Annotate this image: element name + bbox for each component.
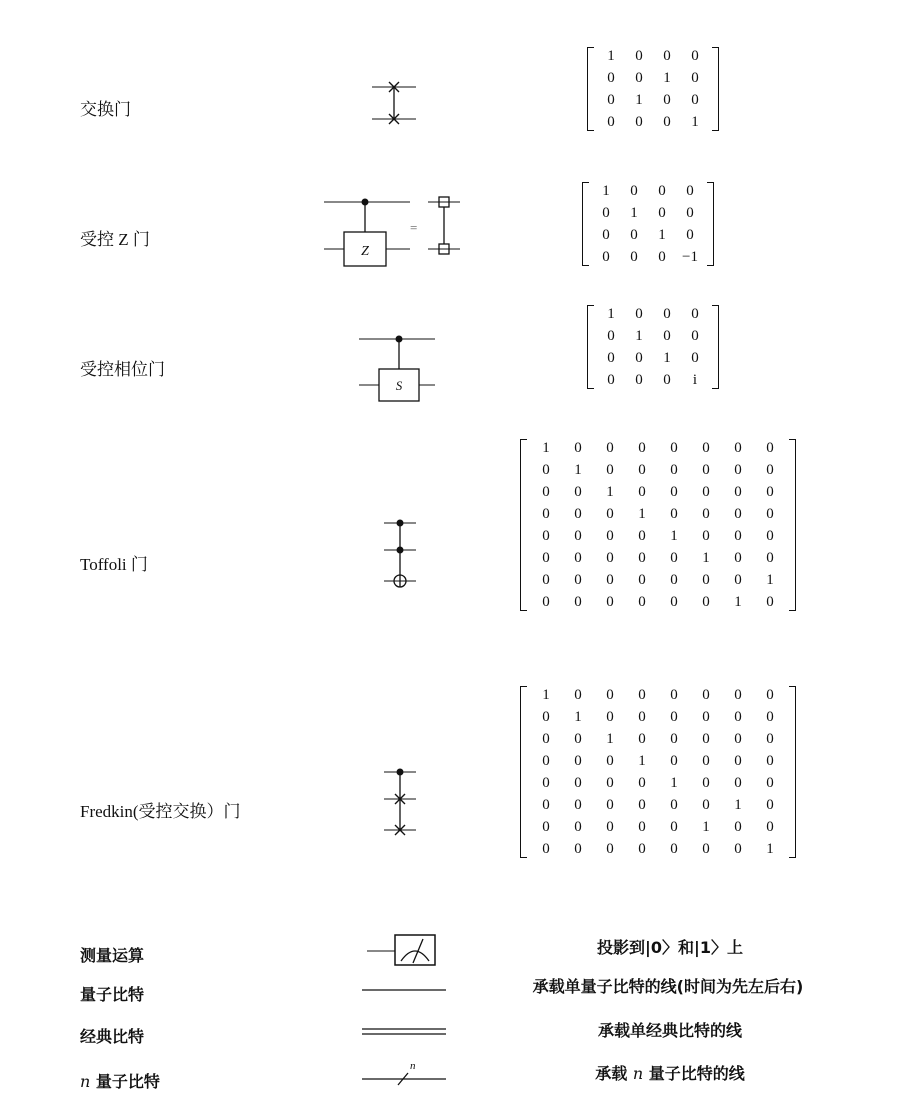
- matrix-cell: 0: [734, 818, 742, 835]
- matrix-cell: 0: [638, 527, 646, 544]
- matrix-cell: 0: [734, 505, 742, 522]
- matrix-row: [597, 111, 709, 133]
- matrix-row: [530, 591, 786, 613]
- matrix-cell: 0: [574, 527, 582, 544]
- matrix-row: [530, 437, 786, 459]
- matrix-cell: 1: [607, 305, 615, 322]
- matrix-row: [530, 459, 786, 481]
- matrix-cell: 1: [658, 226, 666, 243]
- matrix-cell: 1: [606, 730, 614, 747]
- matrix-cell: 1: [670, 774, 678, 791]
- matrix-cell: 0: [607, 113, 615, 130]
- matrix-cell: 0: [663, 327, 671, 344]
- matrix-cell: 0: [658, 204, 666, 221]
- matrix-row: [530, 750, 786, 772]
- matrix-cell: 0: [542, 549, 550, 566]
- matrix-cell: 0: [542, 571, 550, 588]
- matrix-cell: 0: [606, 708, 614, 725]
- matrix-cell: 0: [606, 752, 614, 769]
- matrix-cell: 1: [635, 327, 643, 344]
- matrix-row: [530, 838, 786, 860]
- matrix-cell: 0: [702, 505, 710, 522]
- matrix-cell: 0: [638, 796, 646, 813]
- matrix-cell: 0: [542, 752, 550, 769]
- gate-matrix: [597, 303, 709, 391]
- matrix-cell: 0: [734, 527, 742, 544]
- matrix-cell: 0: [635, 47, 643, 64]
- matrix-cell: 0: [691, 69, 699, 86]
- matrix-cell: 0: [606, 593, 614, 610]
- matrix-cell: 0: [663, 305, 671, 322]
- legend-name: 量子比特: [80, 985, 145, 1004]
- gate-row-controlled-phase: [0, 305, 923, 415]
- matrix-cell: 0: [630, 182, 638, 199]
- gate-row-swap: [0, 47, 923, 160]
- matrix-cell: 0: [702, 708, 710, 725]
- matrix-cell: 1: [691, 113, 699, 130]
- matrix-cell: 0: [766, 527, 774, 544]
- gate-matrix: [597, 45, 709, 133]
- matrix-cell: 1: [734, 796, 742, 813]
- matrix-row: [597, 45, 709, 67]
- matrix-cell: 0: [607, 69, 615, 86]
- matrix-row: [530, 481, 786, 503]
- matrix-cell: 0: [702, 527, 710, 544]
- matrix-cell: 1: [734, 593, 742, 610]
- matrix-cell: 0: [766, 686, 774, 703]
- matrix-cell: 0: [602, 248, 610, 265]
- matrix-cell: 0: [542, 774, 550, 791]
- desc-var: n: [632, 1064, 644, 1083]
- gate-name: 受控相位门: [80, 360, 165, 379]
- matrix-row: [597, 347, 709, 369]
- matrix-cell: 0: [734, 483, 742, 500]
- matrix-cell: 0: [574, 593, 582, 610]
- swap-gate-circuit: [370, 75, 420, 135]
- matrix-cell: 0: [670, 708, 678, 725]
- matrix-cell: 0: [606, 461, 614, 478]
- matrix-cell: 0: [670, 483, 678, 500]
- matrix-cell: 1: [766, 840, 774, 857]
- legend-description: 投影到|0〉和|1〉上: [597, 938, 743, 957]
- matrix-cell: 0: [630, 248, 638, 265]
- matrix-cell: 0: [766, 549, 774, 566]
- matrix-cell: 0: [670, 505, 678, 522]
- matrix-cell: 0: [638, 730, 646, 747]
- classical-wire-icon: [360, 1022, 450, 1042]
- matrix-cell: 0: [607, 91, 615, 108]
- matrix-cell: 0: [691, 349, 699, 366]
- matrix-cell: 0: [766, 708, 774, 725]
- matrix-cell: −1: [682, 248, 698, 265]
- matrix-row: [592, 202, 704, 224]
- matrix-cell: 0: [670, 752, 678, 769]
- matrix-cell: 1: [607, 47, 615, 64]
- matrix-cell: 1: [638, 752, 646, 769]
- matrix-cell: 0: [734, 461, 742, 478]
- matrix-cell: 0: [766, 730, 774, 747]
- matrix-cell: 0: [638, 571, 646, 588]
- matrix-row: [530, 772, 786, 794]
- controlled-phase-circuit: [355, 327, 445, 407]
- matrix-cell: 0: [702, 730, 710, 747]
- matrix-table: [597, 303, 709, 391]
- measurement-meter-icon: [365, 929, 445, 969]
- matrix-cell: 0: [638, 708, 646, 725]
- wire-count-label: n: [410, 1060, 416, 1072]
- legend-description: [480, 1061, 860, 1084]
- matrix-row: [592, 246, 704, 268]
- matrix-cell: 0: [702, 439, 710, 456]
- matrix-cell: 0: [638, 549, 646, 566]
- toffoli-circuit: [380, 515, 420, 595]
- gate-matrix: [592, 180, 704, 268]
- matrix-cell: 0: [574, 840, 582, 857]
- matrix-cell: 0: [574, 549, 582, 566]
- matrix-cell: 0: [766, 461, 774, 478]
- matrix-row: [592, 180, 704, 202]
- matrix-row: [530, 816, 786, 838]
- matrix-cell: 0: [638, 593, 646, 610]
- matrix-table: [597, 45, 709, 133]
- matrix-table: [530, 437, 786, 613]
- n-qubit-wire-icon: [360, 1055, 450, 1089]
- matrix-cell: 0: [670, 796, 678, 813]
- matrix-cell: 0: [734, 708, 742, 725]
- matrix-cell: 0: [702, 571, 710, 588]
- matrix-cell: 0: [607, 371, 615, 388]
- matrix-cell: 1: [630, 204, 638, 221]
- matrix-cell: 1: [574, 461, 582, 478]
- matrix-cell: i: [692, 371, 698, 388]
- matrix-cell: 0: [606, 571, 614, 588]
- matrix-cell: 0: [702, 483, 710, 500]
- matrix-cell: 1: [638, 505, 646, 522]
- gate-name: Fredkin(受控交换）门: [80, 802, 241, 821]
- matrix-cell: 0: [542, 730, 550, 747]
- matrix-cell: 0: [638, 483, 646, 500]
- matrix-cell: 1: [606, 483, 614, 500]
- matrix-cell: 0: [670, 461, 678, 478]
- gate-name: 受控 Z 门: [80, 230, 150, 249]
- matrix-cell: 0: [658, 182, 666, 199]
- matrix-cell: 0: [766, 796, 774, 813]
- legend-row-qubit: [0, 970, 923, 1010]
- matrix-cell: 0: [606, 796, 614, 813]
- legend-name: 经典比特: [80, 1027, 145, 1046]
- matrix-table: [592, 180, 704, 268]
- legend-row-n-qubit: [0, 1055, 923, 1100]
- desc-post: 量子比特的线: [643, 1064, 745, 1083]
- matrix-cell: 0: [670, 593, 678, 610]
- matrix-cell: 0: [635, 69, 643, 86]
- gate-name: 交换门: [80, 100, 131, 119]
- matrix-cell: 0: [663, 91, 671, 108]
- matrix-cell: 0: [635, 349, 643, 366]
- matrix-cell: 0: [766, 818, 774, 835]
- matrix-cell: 0: [635, 113, 643, 130]
- matrix-cell: 1: [663, 69, 671, 86]
- desc-pre: 承载: [595, 1064, 633, 1083]
- matrix-cell: 0: [607, 349, 615, 366]
- matrix-cell: 0: [574, 796, 582, 813]
- matrix-cell: 0: [606, 774, 614, 791]
- controlled-z-circuit: [320, 190, 470, 280]
- matrix-cell: 0: [542, 505, 550, 522]
- matrix-cell: 0: [702, 774, 710, 791]
- legend-name-rest: 量子比特: [90, 1072, 160, 1091]
- matrix-cell: 0: [574, 818, 582, 835]
- matrix-cell: 0: [606, 818, 614, 835]
- matrix-cell: 0: [606, 840, 614, 857]
- matrix-cell: 0: [542, 527, 550, 544]
- matrix-cell: 0: [638, 686, 646, 703]
- legend-name: [80, 1069, 160, 1092]
- matrix-cell: 0: [574, 730, 582, 747]
- legend-description: 承载单量子比特的线(时间为先左后右): [532, 977, 804, 996]
- matrix-cell: 0: [691, 305, 699, 322]
- matrix-cell: 0: [702, 686, 710, 703]
- matrix-cell: 0: [670, 439, 678, 456]
- matrix-row: [597, 67, 709, 89]
- matrix-cell: 0: [638, 461, 646, 478]
- matrix-cell: 0: [734, 571, 742, 588]
- gate-matrix: [530, 437, 786, 613]
- legend-row-classical-bit: [0, 1012, 923, 1052]
- matrix-row: [597, 89, 709, 111]
- matrix-cell: 0: [602, 226, 610, 243]
- qubit-wire-icon: [360, 980, 450, 1000]
- matrix-cell: 1: [670, 527, 678, 544]
- matrix-cell: 0: [670, 730, 678, 747]
- fredkin-circuit: [380, 762, 420, 842]
- matrix-cell: 0: [734, 686, 742, 703]
- matrix-cell: 1: [574, 708, 582, 725]
- matrix-cell: 0: [574, 752, 582, 769]
- matrix-cell: 0: [734, 752, 742, 769]
- matrix-cell: 0: [670, 818, 678, 835]
- gate-box-label: S: [395, 378, 403, 393]
- matrix-cell: 0: [542, 483, 550, 500]
- matrix-cell: 1: [702, 549, 710, 566]
- matrix-row: [530, 728, 786, 750]
- matrix-cell: 0: [663, 113, 671, 130]
- matrix-row: [530, 503, 786, 525]
- matrix-cell: 0: [606, 686, 614, 703]
- gate-row-toffoli: [0, 435, 923, 665]
- matrix-cell: 0: [766, 593, 774, 610]
- matrix-cell: 0: [638, 840, 646, 857]
- gate-row-fredkin: [0, 682, 923, 917]
- matrix-cell: 0: [574, 774, 582, 791]
- matrix-cell: 1: [542, 439, 550, 456]
- matrix-cell: 0: [606, 505, 614, 522]
- matrix-cell: 0: [574, 439, 582, 456]
- matrix-cell: 1: [602, 182, 610, 199]
- matrix-cell: 0: [658, 248, 666, 265]
- matrix-cell: 0: [766, 752, 774, 769]
- matrix-cell: 0: [638, 818, 646, 835]
- matrix-cell: 0: [734, 549, 742, 566]
- matrix-cell: 0: [766, 439, 774, 456]
- gate-box-label: Z: [361, 244, 369, 259]
- matrix-row: [592, 224, 704, 246]
- matrix-cell: 0: [686, 204, 694, 221]
- matrix-cell: 1: [542, 686, 550, 703]
- matrix-cell: 0: [734, 774, 742, 791]
- matrix-row: [530, 794, 786, 816]
- matrix-cell: 0: [542, 461, 550, 478]
- matrix-cell: 0: [663, 47, 671, 64]
- matrix-cell: 0: [542, 840, 550, 857]
- matrix-table: [530, 684, 786, 860]
- matrix-cell: 0: [734, 840, 742, 857]
- matrix-cell: 1: [702, 818, 710, 835]
- matrix-cell: 0: [686, 226, 694, 243]
- matrix-cell: 0: [574, 483, 582, 500]
- equals-sign: =: [410, 220, 418, 235]
- matrix-cell: 0: [766, 483, 774, 500]
- matrix-cell: 0: [638, 439, 646, 456]
- matrix-cell: 0: [542, 796, 550, 813]
- matrix-row: [530, 684, 786, 706]
- matrix-cell: 0: [635, 305, 643, 322]
- matrix-cell: 0: [766, 774, 774, 791]
- matrix-cell: 0: [630, 226, 638, 243]
- matrix-cell: 0: [602, 204, 610, 221]
- matrix-cell: 0: [542, 708, 550, 725]
- matrix-cell: 0: [663, 371, 671, 388]
- matrix-cell: 0: [702, 593, 710, 610]
- matrix-cell: 0: [606, 527, 614, 544]
- matrix-row: [597, 369, 709, 391]
- gate-matrix: [530, 684, 786, 860]
- legend-row-measurement: [0, 925, 923, 970]
- matrix-cell: 0: [670, 840, 678, 857]
- matrix-cell: 0: [607, 327, 615, 344]
- matrix-cell: 0: [574, 505, 582, 522]
- matrix-cell: 1: [635, 91, 643, 108]
- matrix-cell: 0: [635, 371, 643, 388]
- matrix-row: [530, 525, 786, 547]
- matrix-cell: 0: [691, 327, 699, 344]
- matrix-cell: 0: [606, 439, 614, 456]
- matrix-cell: 0: [734, 730, 742, 747]
- matrix-row: [530, 706, 786, 728]
- matrix-cell: 0: [702, 461, 710, 478]
- matrix-cell: 0: [766, 505, 774, 522]
- matrix-cell: 0: [702, 796, 710, 813]
- matrix-cell: 0: [638, 774, 646, 791]
- matrix-cell: 0: [670, 549, 678, 566]
- matrix-cell: 0: [734, 439, 742, 456]
- matrix-cell: 0: [574, 571, 582, 588]
- matrix-cell: 1: [663, 349, 671, 366]
- matrix-cell: 0: [691, 47, 699, 64]
- matrix-cell: 0: [542, 593, 550, 610]
- matrix-cell: 0: [542, 818, 550, 835]
- matrix-cell: 0: [574, 686, 582, 703]
- matrix-cell: 0: [691, 91, 699, 108]
- matrix-cell: 0: [670, 686, 678, 703]
- matrix-row: [597, 325, 709, 347]
- matrix-cell: 0: [702, 840, 710, 857]
- matrix-cell: 0: [606, 549, 614, 566]
- gate-row-controlled-z: [0, 180, 923, 290]
- matrix-row: [530, 547, 786, 569]
- legend-description: 承载单经典比特的线: [597, 1021, 742, 1040]
- matrix-cell: 1: [766, 571, 774, 588]
- matrix-row: [530, 569, 786, 591]
- legend-name: 测量运算: [80, 946, 145, 965]
- matrix-row: [597, 303, 709, 325]
- gate-name: Toffoli 门: [80, 555, 148, 574]
- legend-name-var: n: [80, 1072, 91, 1091]
- matrix-cell: 0: [702, 752, 710, 769]
- matrix-cell: 0: [670, 571, 678, 588]
- matrix-cell: 0: [686, 182, 694, 199]
